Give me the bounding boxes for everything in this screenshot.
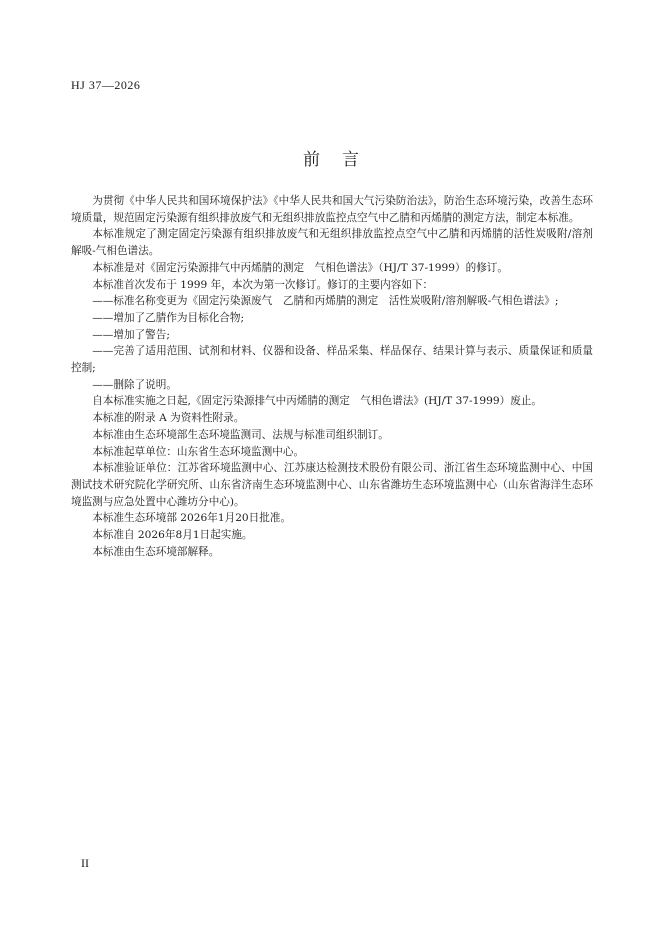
foreword-body xyxy=(71,193,593,560)
document-code: HJ 37—2026 xyxy=(71,78,141,92)
paragraph: 本标准起草单位：山东省生态环境监测中心。 xyxy=(92,445,305,458)
revision-item: ——增加了乙腈作为目标化合物; xyxy=(92,311,245,324)
paragraph: 自本标准实施之日起,《固定污染源排气中丙烯腈的测定 气相色谱法》(HJ/T 37-1999）废止。 xyxy=(92,395,542,408)
paragraph: 本标准的附录 A 为资料性附录。 xyxy=(92,412,245,425)
paragraph: 本标准由生态环境部生态环境监测司、法规与标准司组织制订。 xyxy=(92,428,389,441)
revision-item: ——完善了适用范围、试剂和材料、仪器和设备、样品采集、样品保存、结果计算与表示、质量保证和质量控制; xyxy=(71,345,593,375)
page-title: 前言 xyxy=(303,150,381,170)
paragraph: 本标准首次发布于 1999 年，本次为第一次修订。修订的主要内容如下： xyxy=(92,278,434,291)
revision-item: ——删除了说明。 xyxy=(92,378,177,391)
paragraph: 本标准是对《固定污染源排气中丙烯腈的测定 气相色谱法》（HJ/T 37-1999）的修订。 xyxy=(92,261,508,274)
paragraph: 为贯彻《中华人民共和国环境保护法》《中华人民共和国大气污染防治法》，防治生态环境污染，改善生态环境质量，规范固定污染源有组织排放废气和无组织排放监控点空气中乙腈和丙烯腈的测定方法，制定本标准。 xyxy=(71,195,593,224)
paragraph: 本标准生态环境部 2026年1月20日批准。 xyxy=(92,512,292,525)
paragraph: 本标准验证单位：江苏省环境监测中心、江苏康达检测技术股份有限公司、浙江省生态环境监测中心、中国测试技术研究院化学研究所、山东省济南生态环境监测中心、山东省潍坊生态环境监测中心（山东省海洋生态环境监测与应急处置中心潍坊分中心)。 xyxy=(71,462,593,508)
revision-item: ——标准名称变更为《固定污染源废气 乙腈和丙烯腈的测定 活性炭吸附/溶剂解吸-气相色谱法》; xyxy=(92,295,559,308)
paragraph: 本标准规定了测定固定污染源有组织排放废气和无组织排放监控点空气中乙腈和丙烯腈的活性炭吸附/溶剂解吸-气相色谱法。 xyxy=(71,228,593,258)
page-number: II xyxy=(81,856,89,870)
paragraph: 本标准由生态环境部解释。 xyxy=(92,545,220,558)
paragraph: 本标准自 2026年8月1日起实施。 xyxy=(92,529,253,542)
revision-item: ——增加了警告; xyxy=(92,328,170,341)
